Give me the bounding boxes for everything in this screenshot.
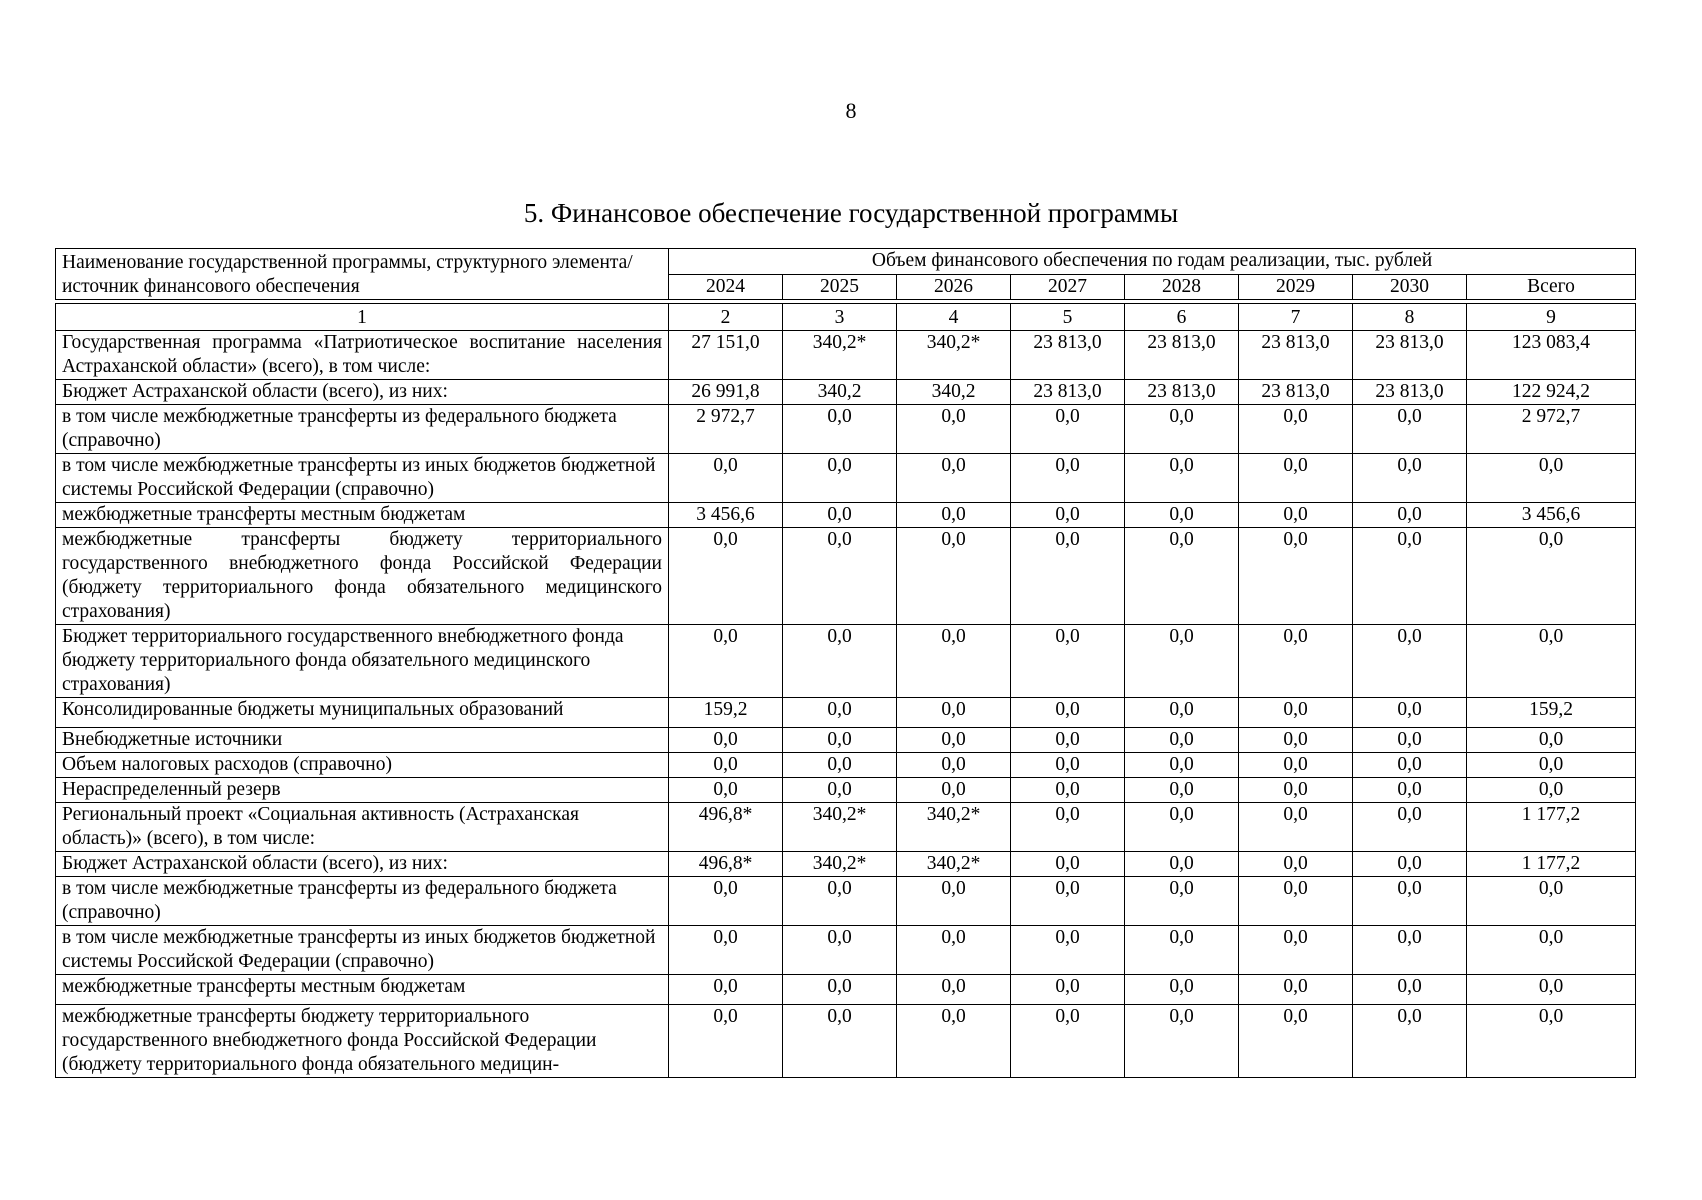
value-cell: 23 813,0 [1011,331,1125,380]
value-cell: 496,8* [669,852,783,877]
value-cell: 0,0 [1125,405,1239,454]
value-cell: 0,0 [1353,405,1467,454]
value-cell: 340,2* [897,331,1011,380]
value-cell: 0,0 [783,728,897,753]
value-cell: 2 972,7 [1467,405,1636,454]
column-number-cell: 1 [56,304,669,331]
value-cell: 0,0 [897,877,1011,926]
column-number-cell: 8 [1353,304,1467,331]
value-cell: 0,0 [1011,728,1125,753]
value-cell: 0,0 [1125,753,1239,778]
value-cell: 0,0 [1353,803,1467,852]
value-cell: 496,8* [669,803,783,852]
value-cell: 0,0 [1239,852,1353,877]
value-cell: 0,0 [897,503,1011,528]
row-name-cell: в том числе межбюджетные трансферты из федерального бюджета (справочно) [56,877,669,926]
value-cell: 340,2 [783,380,897,405]
header-group-cell: Объем финансового обеспечения по годам реализации, тыс. рублей [669,249,1636,275]
value-cell: 0,0 [1239,698,1353,728]
column-number-cell: 6 [1125,304,1239,331]
value-cell: 0,0 [669,728,783,753]
value-cell: 0,0 [669,625,783,698]
value-cell: 23 813,0 [1353,331,1467,380]
table-row [56,926,1636,975]
value-cell: 0,0 [1125,454,1239,503]
value-cell: 0,0 [1125,528,1239,625]
year-header-cell: 2026 [897,274,1011,300]
value-cell: 0,0 [1467,1005,1636,1078]
row-name-cell: в том числе межбюджетные трансферты из иных бюджетов бюджетной системы Российской Федерации (справочно) [56,454,669,503]
header-name-cell: Наименование государственной программы, структурного элемента/источник финансового обеспечения [56,249,669,300]
value-cell: 0,0 [1011,803,1125,852]
table-row [56,975,1636,1005]
value-cell: 0,0 [1125,625,1239,698]
value-cell: 0,0 [783,528,897,625]
row-name-cell: в том числе межбюджетные трансферты из иных бюджетов бюджетной системы Российской Федерации (справочно) [56,926,669,975]
value-cell: 0,0 [669,753,783,778]
value-cell: 340,2* [783,803,897,852]
value-cell: 0,0 [1353,1005,1467,1078]
row-name-cell: Бюджет Астраханской области (всего), из них: [56,852,669,877]
value-cell: 0,0 [1467,528,1636,625]
value-cell: 23 813,0 [1239,380,1353,405]
value-cell: 159,2 [1467,698,1636,728]
value-cell: 0,0 [1011,454,1125,503]
value-cell: 123 083,4 [1467,331,1636,380]
table-row [56,625,1636,698]
value-cell: 0,0 [1239,503,1353,528]
value-cell: 0,0 [1125,778,1239,803]
row-name-cell: Государственная программа «Патриотическое воспитание населения Астраханской области» (всего), в том числе: [56,331,669,380]
table-row [56,1005,1636,1078]
value-cell: 0,0 [1239,1005,1353,1078]
row-name-cell: Бюджет территориального государственного внебюджетного фонда бюджету территориального фонда обязательного медицинского страхования) [56,625,669,698]
value-cell: 0,0 [1011,528,1125,625]
value-cell: 0,0 [1467,454,1636,503]
value-cell: 3 456,6 [1467,503,1636,528]
row-name-cell: межбюджетные трансферты местным бюджетам [56,503,669,528]
value-cell: 0,0 [1467,877,1636,926]
value-cell: 0,0 [1467,926,1636,975]
table-row [56,753,1636,778]
value-cell: 0,0 [897,405,1011,454]
value-cell: 0,0 [897,778,1011,803]
value-cell: 0,0 [897,753,1011,778]
row-name-cell: в том числе межбюджетные трансферты из федерального бюджета (справочно) [56,405,669,454]
header-row [56,249,1636,275]
row-name-cell: Бюджет Астраханской области (всего), из них: [56,380,669,405]
value-cell: 0,0 [1011,1005,1125,1078]
table-row [56,778,1636,803]
table-row [56,728,1636,753]
value-cell: 0,0 [897,1005,1011,1078]
column-number-cell: 5 [1011,304,1125,331]
value-cell: 0,0 [669,1005,783,1078]
row-name-cell: Внебюджетные источники [56,728,669,753]
value-cell: 0,0 [897,728,1011,753]
value-cell: 0,0 [1353,503,1467,528]
value-cell: 0,0 [897,975,1011,1005]
value-cell: 0,0 [1239,926,1353,975]
value-cell: 0,0 [1011,852,1125,877]
value-cell: 0,0 [1239,803,1353,852]
year-header-cell: 2027 [1011,274,1125,300]
value-cell: 0,0 [1467,975,1636,1005]
value-cell: 0,0 [669,528,783,625]
row-name-cell: межбюджетные трансферты бюджету территориального государственного внебюджетного фонда Российской Федерации (бюджету территориального фонда обязательного медицинского страхования) [56,528,669,625]
value-cell: 0,0 [1125,803,1239,852]
value-cell: 0,0 [783,1005,897,1078]
value-cell: 0,0 [783,926,897,975]
value-cell: 3 456,6 [669,503,783,528]
value-cell: 0,0 [1239,728,1353,753]
column-number-cell: 2 [669,304,783,331]
value-cell: 0,0 [1125,503,1239,528]
value-cell: 23 813,0 [1125,331,1239,380]
value-cell: 0,0 [669,975,783,1005]
value-cell: 0,0 [1353,852,1467,877]
value-cell: 0,0 [1011,405,1125,454]
value-cell: 0,0 [783,625,897,698]
value-cell: 1 177,2 [1467,803,1636,852]
row-name-cell: Консолидированные бюджеты муниципальных образований [56,698,669,728]
value-cell: 0,0 [1239,528,1353,625]
year-header-cell: 2028 [1125,274,1239,300]
table-row [56,852,1636,877]
value-cell: 0,0 [1125,852,1239,877]
value-cell: 0,0 [783,503,897,528]
value-cell: 0,0 [1353,877,1467,926]
value-cell: 0,0 [1353,454,1467,503]
column-number-cell: 7 [1239,304,1353,331]
value-cell: 0,0 [783,753,897,778]
value-cell: 0,0 [783,975,897,1005]
value-cell: 0,0 [1467,625,1636,698]
value-cell: 0,0 [1353,778,1467,803]
table-row [56,331,1636,380]
value-cell: 0,0 [1125,877,1239,926]
table-row [56,405,1636,454]
value-cell: 23 813,0 [1011,380,1125,405]
value-cell: 1 177,2 [1467,852,1636,877]
value-cell: 0,0 [1011,778,1125,803]
value-cell: 0,0 [669,877,783,926]
value-cell: 0,0 [1011,698,1125,728]
row-name-cell: Объем налоговых расходов (справочно) [56,753,669,778]
table-row [56,454,1636,503]
value-cell: 0,0 [897,528,1011,625]
year-header-cell: Всего [1467,274,1636,300]
table-row [56,803,1636,852]
financing-table [55,248,1636,1078]
value-cell: 0,0 [1353,625,1467,698]
table-row [56,380,1636,405]
value-cell: 23 813,0 [1239,331,1353,380]
value-cell: 0,0 [669,778,783,803]
section-title: 5. Финансовое обеспечение государственной программы [523,198,1179,228]
value-cell: 0,0 [1125,975,1239,1005]
value-cell: 0,0 [1239,753,1353,778]
value-cell: 340,2 [897,380,1011,405]
value-cell: 0,0 [1011,877,1125,926]
table-row [56,877,1636,926]
value-cell: 0,0 [1125,1005,1239,1078]
year-header-cell: 2025 [783,274,897,300]
value-cell: 0,0 [1353,528,1467,625]
value-cell: 0,0 [897,926,1011,975]
column-number-cell: 4 [897,304,1011,331]
value-cell: 27 151,0 [669,331,783,380]
value-cell: 0,0 [783,877,897,926]
value-cell: 340,2* [783,331,897,380]
table-row [56,503,1636,528]
column-number-cell: 9 [1467,304,1636,331]
value-cell: 2 972,7 [669,405,783,454]
row-name-cell: Нераспределенный резерв [56,778,669,803]
value-cell: 122 924,2 [1467,380,1636,405]
column-numbers-row [56,304,1636,331]
value-cell: 0,0 [1125,698,1239,728]
value-cell: 23 813,0 [1353,380,1467,405]
table-row [56,528,1636,625]
value-cell: 0,0 [1011,975,1125,1005]
value-cell: 0,0 [897,454,1011,503]
value-cell: 0,0 [783,698,897,728]
year-header-cell: 2029 [1239,274,1353,300]
value-cell: 0,0 [1239,405,1353,454]
value-cell: 159,2 [669,698,783,728]
value-cell: 0,0 [1353,975,1467,1005]
row-name-cell: Региональный проект «Социальная активность (Астраханская область)» (всего), в том числе: [56,803,669,852]
year-header-cell: 2030 [1353,274,1467,300]
column-number-cell: 3 [783,304,897,331]
value-cell: 23 813,0 [1125,380,1239,405]
value-cell: 0,0 [1011,926,1125,975]
value-cell: 0,0 [1239,625,1353,698]
value-cell: 0,0 [1011,753,1125,778]
value-cell: 0,0 [783,454,897,503]
value-cell: 340,2* [897,852,1011,877]
value-cell: 0,0 [1467,728,1636,753]
value-cell: 0,0 [1239,454,1353,503]
value-cell: 0,0 [669,926,783,975]
value-cell: 0,0 [669,454,783,503]
value-cell: 0,0 [1353,698,1467,728]
value-cell: 0,0 [897,698,1011,728]
value-cell: 0,0 [783,778,897,803]
value-cell: 0,0 [1353,728,1467,753]
value-cell: 0,0 [783,405,897,454]
value-cell: 0,0 [1353,753,1467,778]
table-row [56,698,1636,728]
value-cell: 0,0 [1353,926,1467,975]
row-name-cell: межбюджетные трансферты бюджету территориального государственного внебюджетного фонда Российской Федерации (бюджету территориального фонда обязательного медицин- [56,1005,669,1078]
value-cell: 0,0 [1125,728,1239,753]
value-cell: 340,2* [897,803,1011,852]
value-cell: 26 991,8 [669,380,783,405]
row-name-cell: межбюджетные трансферты местным бюджетам [56,975,669,1005]
value-cell: 0,0 [1125,926,1239,975]
value-cell: 0,0 [1239,975,1353,1005]
value-cell: 0,0 [1467,753,1636,778]
value-cell: 0,0 [1011,503,1125,528]
value-cell: 0,0 [1239,877,1353,926]
value-cell: 340,2* [783,852,897,877]
value-cell: 0,0 [1239,778,1353,803]
year-header-cell: 2024 [669,274,783,300]
page-number: 8 [845,98,857,123]
value-cell: 0,0 [1467,778,1636,803]
value-cell: 0,0 [1011,625,1125,698]
value-cell: 0,0 [897,625,1011,698]
